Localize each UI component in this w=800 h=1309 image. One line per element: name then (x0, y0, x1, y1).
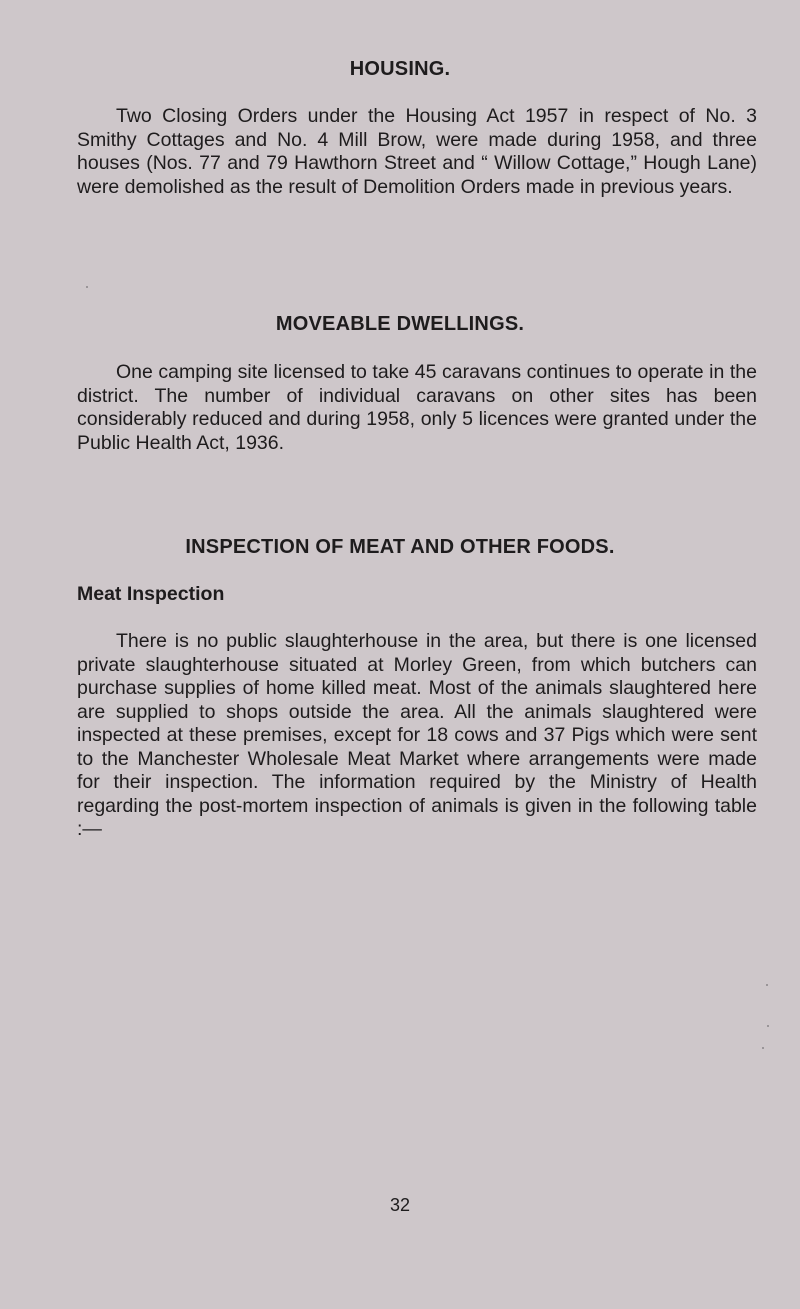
paper-speck (86, 286, 88, 288)
housing-heading: HOUSING. (349, 58, 451, 80)
meat-inspection-paragraph: There is no public slaughterhouse in the area, but there is one licensed private slaughterhouse situated at Morley Green, from which butchers can purchase supplies of home killed meat. Most of the animals slaughtered here are supplied to shops outside the area. All the animals slaughtered were inspected at these premises, except for 18 cows and 37 Pigs which were sent to the Manchester Wholesale Meat Market where arrangements were made for their inspection. The information required by the Ministry of Health regarding the post-mortem inspection of animals is given in the following table :— (77, 630, 757, 840)
meat-inspection-subheading: Meat Inspection (77, 583, 225, 605)
housing-paragraph: Two Closing Orders under the Housing Act 1957 in respect of No. 3 Smithy Cottages and No. 4 Mill Brow, were made during 1958, and three houses (Nos. 77 and 79 Hawthorn Street and “ Willow Cottage,” Hough Lane) were demolished as the result of Demolition Orders made in previous years. (77, 105, 757, 198)
paper-speck (767, 1025, 769, 1027)
moveable-dwellings-paragraph: One camping site licensed to take 45 caravans continues to operate in the district. The number of individual caravans on other sites has been considerably reduced and during 1958, only 5 licences were granted under the Public Health Act, 1936. (77, 361, 757, 454)
moveable-dwellings-heading: MOVEABLE DWELLINGS. (275, 313, 525, 335)
paper-speck (762, 1047, 764, 1049)
paper-speck (766, 984, 768, 986)
page-number: 32 (389, 1195, 411, 1215)
inspection-heading: INSPECTION OF MEAT AND OTHER FOODS. (185, 536, 615, 558)
